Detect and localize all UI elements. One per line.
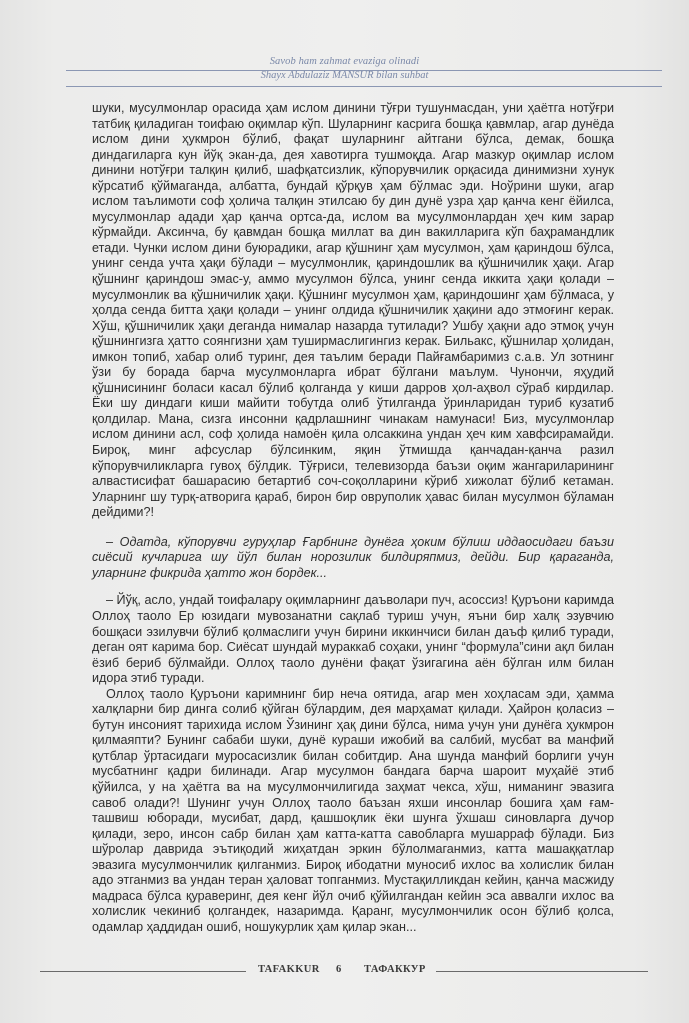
footer-rule-right bbox=[436, 971, 648, 972]
header-rule-bottom bbox=[66, 86, 662, 87]
footer-rule-left bbox=[40, 971, 246, 972]
page-footer bbox=[0, 962, 689, 978]
running-subtitle: Shayx Abdulaziz MANSUR bilan suhbat bbox=[260, 70, 429, 81]
article-body bbox=[92, 101, 614, 935]
page-number: 6 bbox=[336, 964, 342, 975]
footer-magazine-latin: TAFAKKUR bbox=[258, 964, 320, 975]
paragraph-1: шуки, мусулмонлар орасида ҳам ислом динини тўғри тушунмасдан, уни ҳаётга нотўғри татбиқ қиладиган тоифаю оқимлар кўп. Шуларнинг касрига бошқа қавмлар, агар дунёда ислом дини ҳукмрон бўлиб, фақат шуларнинг айтгани бўлса, демак, бошқа диндагиларга кун йўқ экан-да, дея хавотирга тушмоқда. Агар мазкур оқимлар ислом динини нотўғри талқин қилиб, шафқатсизлик, кўпорувчилик орқасида динимизни хунук кўрсатиб қўймаганда, албатта, бундай қўрқув ҳам бўлмас эди. Ноўрини шуки, агар ислом таълимоти соф ҳолича талқин этилсаю бу дин дунё узра ҳар қанча кенг ёйилса, мусулмонлар адади ҳар қанча ортса-да, ислом ва мусулмонлардан ҳеч ким зарар кўрмайди. Аксинча, бу қавмдан бошқа миллат ва дин вакилларига кўп баҳрамандлик етади. Чунки ислом дини буюрадики, агар қўшнинг ҳам мусулмон, ҳам қариндош бўлса, унинг сенда учта ҳақи бўлади – мусулмонлик, қариндошлик ва қўшничилик ҳақи. Агар қўшнинг қариндош эмас-у, аммо мусулмон бўлса, унинг сенда иккита ҳақи қолади – мусулмонлик ва қўшничилик ҳақи. Қўшнинг мусулмон ҳам, қариндошинг ҳам бўлмаса, у ҳолда сенда битта ҳақи қолади – унинг олдида қўшничилик ҳақини адо этмоғинг керак. Хўш, қўшничилик ҳақи деганда нималар назарда тутилади? Ушбу ҳақни адо этмоқ учун қўшнингизга ҳатто соянгизни ҳам туширмаслигингиз керак. Бильакс, қўшнилар ҳолидан, имкон топиб, хабар олиб туринг, дея таълим беради Пайғамбаримиз с.а.в. Ул зотнинг ўзи бу борада барча мусулмонларга ибрат бўлгани маълум. Чунончи, яҳудий қўшнисининг боласи касал бўлиб қолганда у киши дарров ҳол-аҳвол сўраб кирдилар. Ёки шу диндаги киши майити тобутда олиб ўтилганда ўринларидан туриб кузатиб қолдилар. Мана, сизга инсонни қадрлашнинг чинакам намунаси! Биз, мусулмонлар ислом динини асл, соф ҳолида намоён қила олсаккина ундан ҳеч ким хавфсирамайди. Бироқ, минг афсуслар бўлсинким, яқин ўтмишда қанчадан-қанча разил кўпорувчиликларга гувоҳ бўлдик. Тўғриси, телевизорда баъзи оқим жангариларининг алвастисифат башарасию бетартиб соч-соқолларини кўриб хижолат бўлиб кетаман. Уларнинг шу турқ-атворига қараб, бирон бир овруполик ҳавас билан мусулмон бўламан дейдими?! bbox=[92, 101, 614, 520]
footer-magazine-cyrillic: ТАФАККУР bbox=[364, 964, 426, 975]
running-title: Savob ham zahmat evaziga olinadi bbox=[269, 56, 420, 67]
page-header bbox=[0, 0, 689, 108]
paragraph-4: Оллоҳ таоло Қуръони каримнинг бир неча оятида, агар мен хоҳласам эди, ҳамма халқларни бир динга солиб қўйган бўлардим, дея марҳамат қилади. Ҳайрон қоласиз – бутун инсоният тарихида ислом Ўзининг ҳақ дини бўлса, нима учун уни дунёга ҳукмрон қилмаяпти? Бунинг сабаби шуки, дунё кураши ижобий ва салбий, мусбат ва манфий қутблар ўртасидаги муросасизлик билан собитдир. Ана шунда манфий борлиги учун мусбатнинг қадри билинади. Агар мусулмон бандага барча шароит муҳайё этиб қўйилса, у на ҳаётга ва на мусулмончилигида заҳмат чекса, хўш, ниманинг эвазига савоб олади?! Шунинг учун Оллоҳ таоло баъзан яхши инсонлар бошига ҳам ғам-ташвиш юборади, мусибат, дард, қашшоқлик ёки шунга ўхшаш синовларга дучор қилади, зеро, инсон сабр билан ҳам катта-катта савобларга мушарраф бўлади. Биз шўролар даврида эътиқодий жиҳатдан эркин бўлолмаганмиз, катта машаққатлар эвазига мусулмончилик қилганмиз. Бироқ ибодатни муносиб ихлос ва холислик билан адо этганмиз ва ундан теран ҳаловат топганмиз. Мустақилликдан кейин, қанча масжиду мадраса бўлса қураверинг, дея кенг йўл очиб қўйилгандан кейин эса аввалги ихлос ва холислик чекиниб қолгандек, назаримда. Қаранг, мусулмончилик осон бўлиб қолса, одамлар ҳаддидан ошиб, ношукурлик ҳам қилар экан... bbox=[92, 686, 614, 934]
paragraph-answer: – Йўқ, асло, ундай тоифалару оқимларнинг даъволари пуч, асоссиз! Қуръони каримда Оллоҳ таоло Ер юзидаги мувозанатни сақлаб туриш учун, яъни бир халқ эзувчию бошқаси эзилувчи бўлиб қолмаслиги учун бирини иккинчиси билан даъф қилиб туради, деган оят карима бор. Сиёсат шундай мураккаб соҳаки, унинг “формула”сини ақл билан ёзиб бериб бўлмайди. Оллоҳ таоло дунёни фақат ўзигагина аён бўлган илм билан идора этиб туради. bbox=[92, 593, 614, 686]
interviewer-question: – Одатда, кўпорувчи гуруҳлар Ғарбнинг дунёга ҳоким бўлиш иддаосидаги баъзи сиёсий кучларига шу йўл билан норозилик билдиряпмиз, дейди. Бир қараганда, уларнинг фикрида ҳатто жон бордек... bbox=[92, 534, 614, 580]
